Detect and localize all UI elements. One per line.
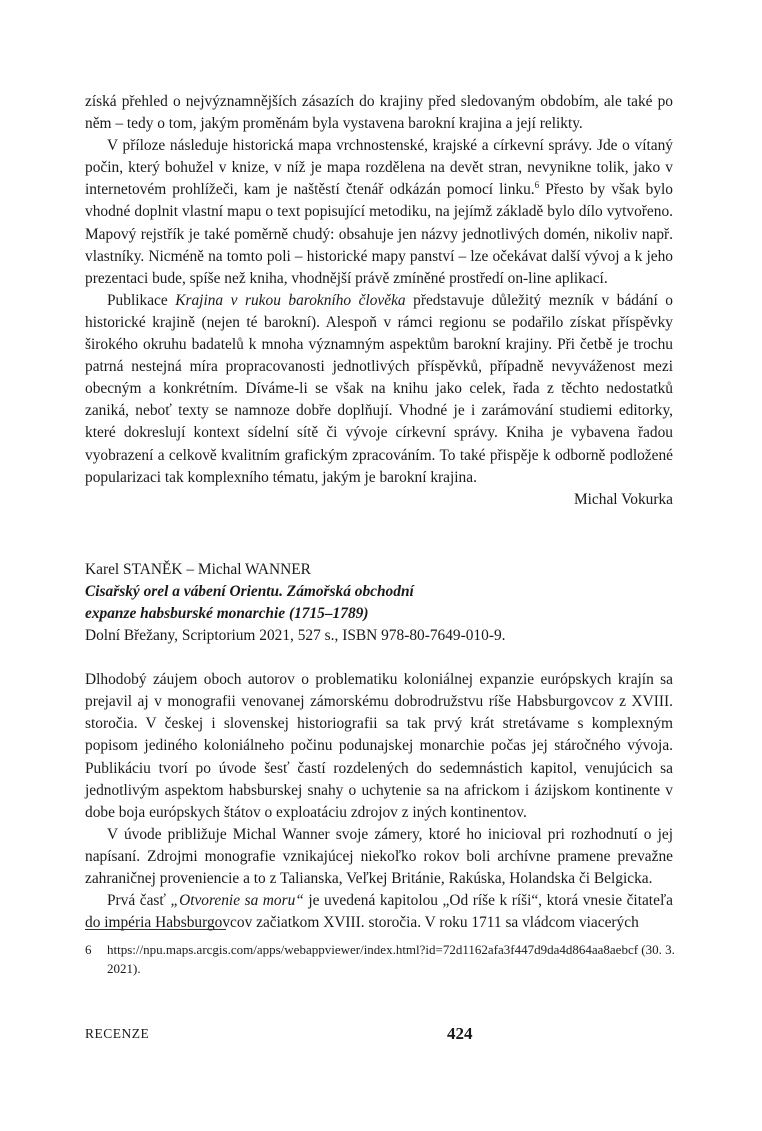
- footnote: [85, 940, 675, 978]
- part-title-italic: „Otvorenie sa moru“: [170, 892, 304, 910]
- footnote-number: 6: [85, 942, 92, 957]
- paragraph: Dlhodobý záujem oboch autorov o problematiku koloniálnej expanzie európskych krajín sa prejavil aj v monografii venovanej zámorskému dobrodružstvu ríše Habsburgovcov z XVIII. storočia. V českej i slovenskej historiografii sa tak prvý krát stretávame s komplexným popisom jediného koloniálneho počinu podunajskej monarchie počas jej stáročného vývoja. Publikáciu tvorí po úvode šesť častí rozdelených do sedemnástich kapitol, venujúcich sa jednotlivým aspektom habsburskej snahy o uchytenie sa na africkom i ázijskom kontinente v dobe boja európskych štátov o exploatáciu zdrojov z iných kontinentov.: [85, 671, 673, 821]
- footnote-divider: [85, 929, 226, 930]
- paragraph-text: je uvedená kapitolou „Od ríše k ríši“, ktorá vnesie čitateľa do impéria Habsburgovcov začiatkom XVIII. storočia. V roku 1711 sa vládcom viacerých: [85, 892, 673, 932]
- book-title-line-2: expanze habsburské monarchie (1715–1789): [85, 604, 369, 622]
- paragraph: V úvode približuje Michal Wanner svoje zámery, ktoré ho inicioval pri rozhodnutí o jej napísaní. Zdrojmi monografie vznikajúcej niekoľko rokov boli archívne pramene prevažne zahraničnej proveniencie a to z Talianska, Veľkej Británie, Rakúska, Holandska či Belgicka.: [85, 825, 673, 887]
- book-header: [85, 559, 673, 647]
- section-label: RECENZE: [85, 1026, 150, 1041]
- paragraph: [85, 290, 673, 489]
- paragraph-text: V příloze následuje historická mapa vrchnostenské, krajské a církevní správy. Jde o vítaný počin, který bohužel v knize, v níž je mapa rozdělena na devět stran, nevynikne tolik, jako v internetovém prohlížeči, kam je naštěstí čtenář odkázán pomocí linku.: [85, 137, 673, 199]
- review-body: [85, 669, 673, 934]
- page-footer: [85, 1026, 673, 1048]
- paragraph-text: Přesto by však bylo vhodné doplnit vlastní mapu o text popisující metodiku, na jejímž základě bylo dílo vytvořeno. Mapový rejstřík je také poměrně chudý: obsahuje jen názvy jednotlivých domén, nikoliv např. vlastníky. Nicméně na tomto poli – historické mapy panství – lze očekávat další vývoj a k jeho prezentaci bude, spíše než kniha, vhodnější právě zmíněné prostředí on-line aplikací.: [85, 181, 673, 287]
- book-title-line-1: Cisařský orel a vábení Orientu. Zámořská obchodní: [85, 582, 414, 600]
- paragraph-text: představuje důležitý mezník v bádání o historické krajině (nejen té barokní). Alespoň v rámci regionu se podařilo získat příspěvky širokého okruhu badatelů k mnoha významným aspektům barokní krajiny. Při četbě je trochu patrná nestejná míra propracovanosti jednotlivých příspěvků, případně nevyváženost mezi obecným a konkrétním. Díváme-li se však na knihu jako celek, řada z těchto nedostatků zaniká, neboť texty se namnoze dobře doplňují. Vhodné je i zarámování studiemi editorky, které dokreslují kontext sídelní sítě či vývoje církevní správy. Kniha je vybavena řadou vyobrazení a celkově kvalitním grafickým zpracováním. To také přispěje k odborně podložené popularizaci tak komplexního tématu, jakým je barokní krajina.: [85, 291, 673, 486]
- main-text: [85, 91, 673, 934]
- reviewer-signature: Michal Vokurka: [573, 490, 673, 508]
- book-authors: Karel STANĚK – Michal WANNER: [85, 560, 311, 578]
- footnote-reference[interactable]: 6: [534, 180, 540, 191]
- book-publication-info: Dolní Břežany, Scriptorium 2021, 527 s., ISBN 978-80-7649-010-9.: [85, 627, 506, 645]
- page-number: 424: [447, 1024, 473, 1043]
- paragraph: [85, 135, 673, 290]
- paragraph-text: Publikace: [107, 291, 176, 309]
- paragraph-text: Prvá časť: [107, 892, 171, 910]
- footnote-link[interactable]: https://npu.maps.arcgis.com/apps/webappviewer/index.html?id=72d1162afa3f447d9da4d864aa8aebcf (30. 3. 2021).: [107, 942, 675, 976]
- paragraph: [85, 890, 673, 934]
- book-title-italic: Krajina v rukou barokního člověka: [175, 291, 406, 309]
- paragraph: získá přehled o nejvýznamnějších zásazích do krajiny před sledovaným obdobím, ale také po něm – tedy o tom, jakým proměnám byla vystavena barokní krajina a její relikty.: [85, 93, 673, 133]
